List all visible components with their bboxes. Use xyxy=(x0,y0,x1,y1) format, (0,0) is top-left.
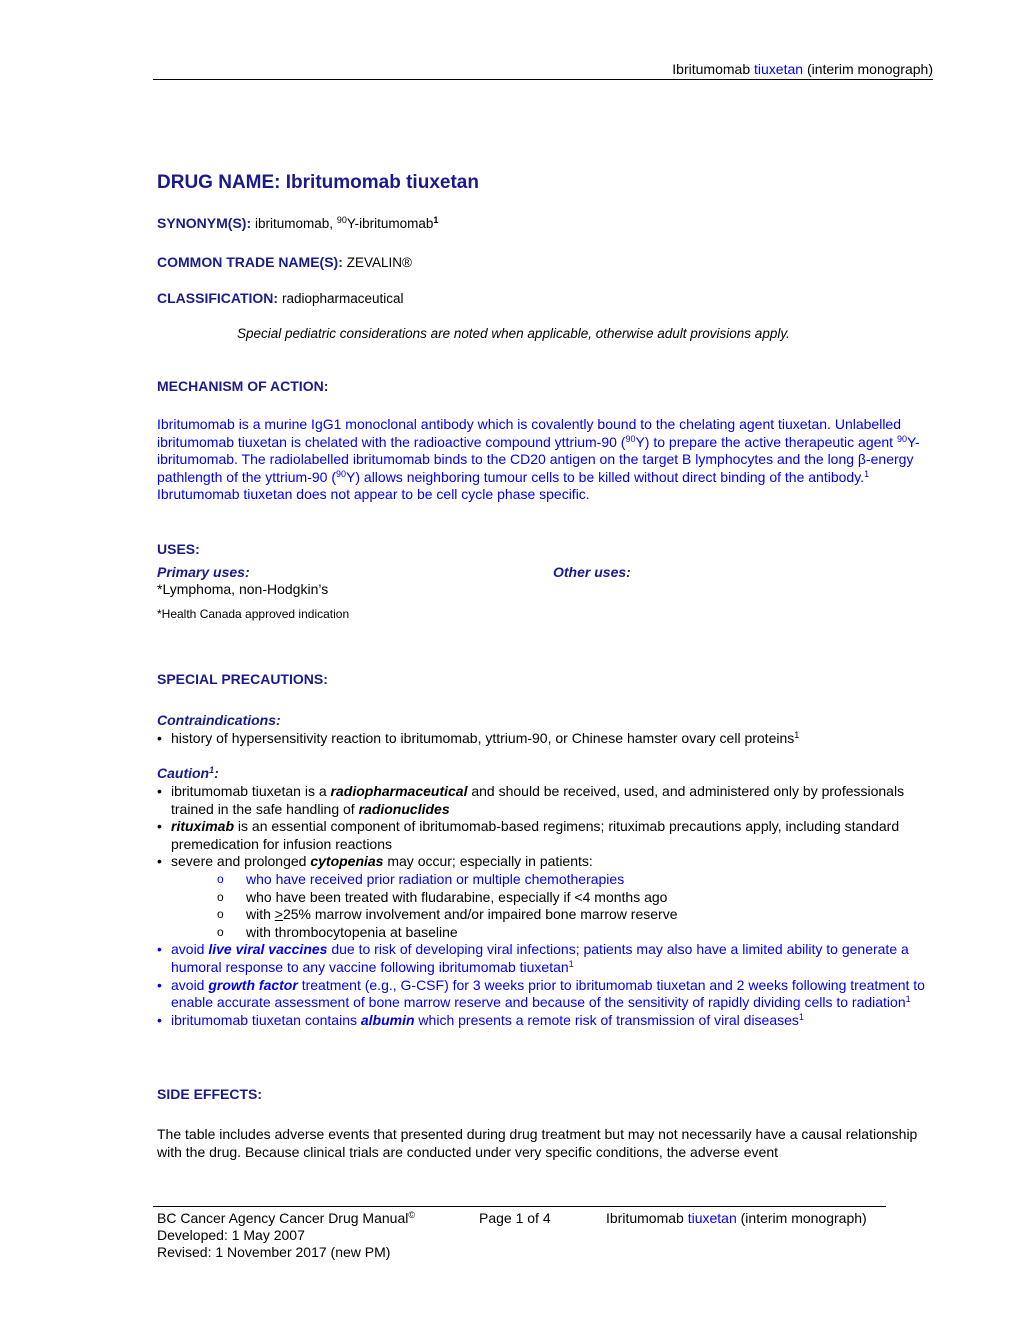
other-uses-label: Other uses: xyxy=(553,564,631,580)
mechanism-text xyxy=(157,416,937,504)
footer-drug-suffix: (interim monograph) xyxy=(740,1210,867,1226)
c6-b: albumin xyxy=(360,1011,415,1028)
c3-c: may occur; especially in patients: xyxy=(383,853,593,870)
mechanism-sup-2: 90 xyxy=(896,433,907,444)
c5-b: growth factor xyxy=(208,976,298,993)
list-item xyxy=(157,818,937,853)
c1-a: ibritumomab tiuxetan is a xyxy=(171,783,331,799)
c6-ref: 1 xyxy=(798,1011,804,1022)
sub1: who have received prior radiation or multiple chemotherapies xyxy=(246,870,625,887)
caution-label xyxy=(157,765,219,781)
primary-use-item: *Lymphoma, non-Hodgkin’s xyxy=(157,581,329,597)
contra-item-ref: 1 xyxy=(794,730,800,740)
side-effects-text: The table includes adverse events that presented during drug treatment but may not necessarily have a causal relationship with the drug. Because clinical trials are conducted under very specific conditions, the adverse event xyxy=(157,1126,918,1160)
mechanism-sup-3: 90 xyxy=(336,468,347,479)
c4-b: live viral vaccines xyxy=(208,941,328,958)
mechanism-text-5: Ibrutumomab tiuxetan does not appear to be cell cycle phase specific. xyxy=(157,486,590,502)
mechanism-text-3: Y-ibritumomab. The radiolabelled ibritumomab binds to the CD20 antigen on the target B lymphocytes and the long β-energy pathlength of the yttrium-90 ( xyxy=(157,433,920,485)
trade-name-label: COMMON TRADE NAME(S): xyxy=(157,254,343,270)
c4-ref: 1 xyxy=(568,958,574,969)
c3-a: severe and prolonged xyxy=(171,853,311,870)
classification-field xyxy=(157,290,404,306)
trade-name-value: ZEVALIN® xyxy=(346,255,412,270)
header-drug-prefix: Ibritumomab xyxy=(672,61,751,77)
uses-heading: USES: xyxy=(157,541,200,557)
c2-a: rituximab xyxy=(171,818,235,835)
mechanism-sup-4: 1 xyxy=(864,468,870,479)
contraindications-list xyxy=(157,730,937,748)
list-item xyxy=(157,906,937,924)
list-item xyxy=(157,730,937,748)
c3-b: cytopenias xyxy=(310,853,384,870)
trade-name-field xyxy=(157,254,412,270)
synonyms-value-b: Y-ibritumomab xyxy=(346,216,434,231)
contraindications-label: Contraindications: xyxy=(157,712,281,728)
synonyms-ref: 1 xyxy=(433,215,439,225)
c4-a: avoid xyxy=(171,941,209,958)
mechanism-heading: MECHANISM OF ACTION: xyxy=(157,378,329,394)
precautions-heading: SPECIAL PRECAUTIONS: xyxy=(157,671,328,687)
footer-divider xyxy=(153,1206,886,1207)
mechanism-text-1: Ibritumomab is a murine IgG1 monoclonal antibody which is covalently bound to the chelating agent tiuxetan. Unlabelled ibritumomab tiuxetan is chelated with the radioactive compound yttrium-90 ( xyxy=(157,416,901,450)
sub2: who have been treated with fludarabine, especially if <4 months ago xyxy=(246,888,668,905)
synonyms-sup: 90 xyxy=(336,215,347,225)
c6-c: which presents a remote risk of transmission of viral diseases xyxy=(414,1011,799,1028)
c1-d: radionuclides xyxy=(358,800,450,817)
footer-drug-prefix: Ibritumomab xyxy=(606,1210,684,1226)
c5-a: avoid xyxy=(171,976,209,993)
mechanism-text-4: Y) allows neighboring tumour cells to be killed without direct binding of the antibody. xyxy=(346,468,865,485)
synonyms-value-a: ibritumomab, xyxy=(255,216,334,231)
footer-page-number: Page 1 of 4 xyxy=(479,1210,551,1226)
footer-manual xyxy=(157,1210,415,1226)
primary-uses-label: Primary uses: xyxy=(157,564,250,580)
sub4: with thrombocytopenia at baseline xyxy=(246,923,458,940)
footer-drug-link[interactable]: tiuxetan xyxy=(687,1210,737,1226)
c6-a: ibritumomab tiuxetan contains xyxy=(171,1011,361,1028)
side-effects-heading: SIDE EFFECTS: xyxy=(157,1086,263,1102)
header-drug-link[interactable]: tiuxetan xyxy=(754,61,804,77)
c4-c: due to risk of developing viral infections; patients may also have a limited ability to generate a humoral response to any vaccine following ibritumomab tiuxetan xyxy=(171,941,909,975)
mechanism-text-2: Y) to prepare the active therapeutic agent xyxy=(635,433,897,450)
uses-footnote: *Health Canada approved indication xyxy=(157,607,350,621)
pediatric-note: Special pediatric considerations are noted when applicable, otherwise adult provisions apply. xyxy=(237,326,790,341)
footer-drug xyxy=(606,1210,867,1226)
sub3-c: 25% marrow involvement and/or impaired bone marrow reserve xyxy=(282,906,678,923)
classification-label: CLASSIFICATION: xyxy=(157,290,279,306)
footer-manual-text: BC Cancer Agency Cancer Drug Manual xyxy=(157,1210,409,1226)
caution-label-colon: : xyxy=(214,765,219,781)
synonyms-label: SYNONYM(S): xyxy=(157,215,252,231)
list-item xyxy=(157,783,937,818)
c1-b: radiopharmaceutical xyxy=(330,783,468,799)
caution-label-ref: 1 xyxy=(209,765,215,775)
mechanism-sup-1: 90 xyxy=(625,433,636,444)
footer-revised: Revised: 1 November 2017 (new PM) xyxy=(157,1244,391,1260)
c5-ref: 1 xyxy=(905,994,911,1005)
contra-item-text: history of hypersensitivity reaction to ibritumomab, yttrium-90, or Chinese hamster ovary cell proteins xyxy=(171,730,795,746)
sub3-b: > xyxy=(274,906,283,923)
list-item xyxy=(157,871,937,889)
list-item xyxy=(157,1012,937,1030)
synonyms-field xyxy=(157,215,438,231)
page-title: DRUG NAME: Ibritumomab tiuxetan xyxy=(157,172,479,193)
sub3-a: with xyxy=(246,906,275,923)
caution-label-text: Caution xyxy=(157,765,210,781)
list-item xyxy=(157,941,937,976)
caution-list xyxy=(157,783,937,1029)
list-item xyxy=(157,977,937,1012)
list-item xyxy=(157,853,937,871)
classification-value: radiopharmaceutical xyxy=(281,291,404,306)
header-divider xyxy=(153,79,933,80)
c2-b: is an essential component of ibritumomab-based regimens; rituximab precautions apply, including standard premedication for infusion reactions xyxy=(171,818,900,852)
header-suffix: (interim monograph) xyxy=(806,61,933,77)
c1-c: and should be received, used, and administered only by professionals trained in the safe handling of xyxy=(171,783,905,817)
c5-c: treatment (e.g., G-CSF) for 3 weeks prior to ibritumomab tiuxetan and 2 weeks following treatment to enable accurate assessment of bone marrow reserve and because of the sensitivity of rapidly dividing cells to radiation xyxy=(171,976,925,1011)
running-header xyxy=(153,61,933,77)
footer-developed: Developed: 1 May 2007 xyxy=(157,1227,305,1243)
list-item xyxy=(157,924,937,942)
footer-copyright: © xyxy=(408,1210,415,1220)
list-item xyxy=(157,889,937,907)
